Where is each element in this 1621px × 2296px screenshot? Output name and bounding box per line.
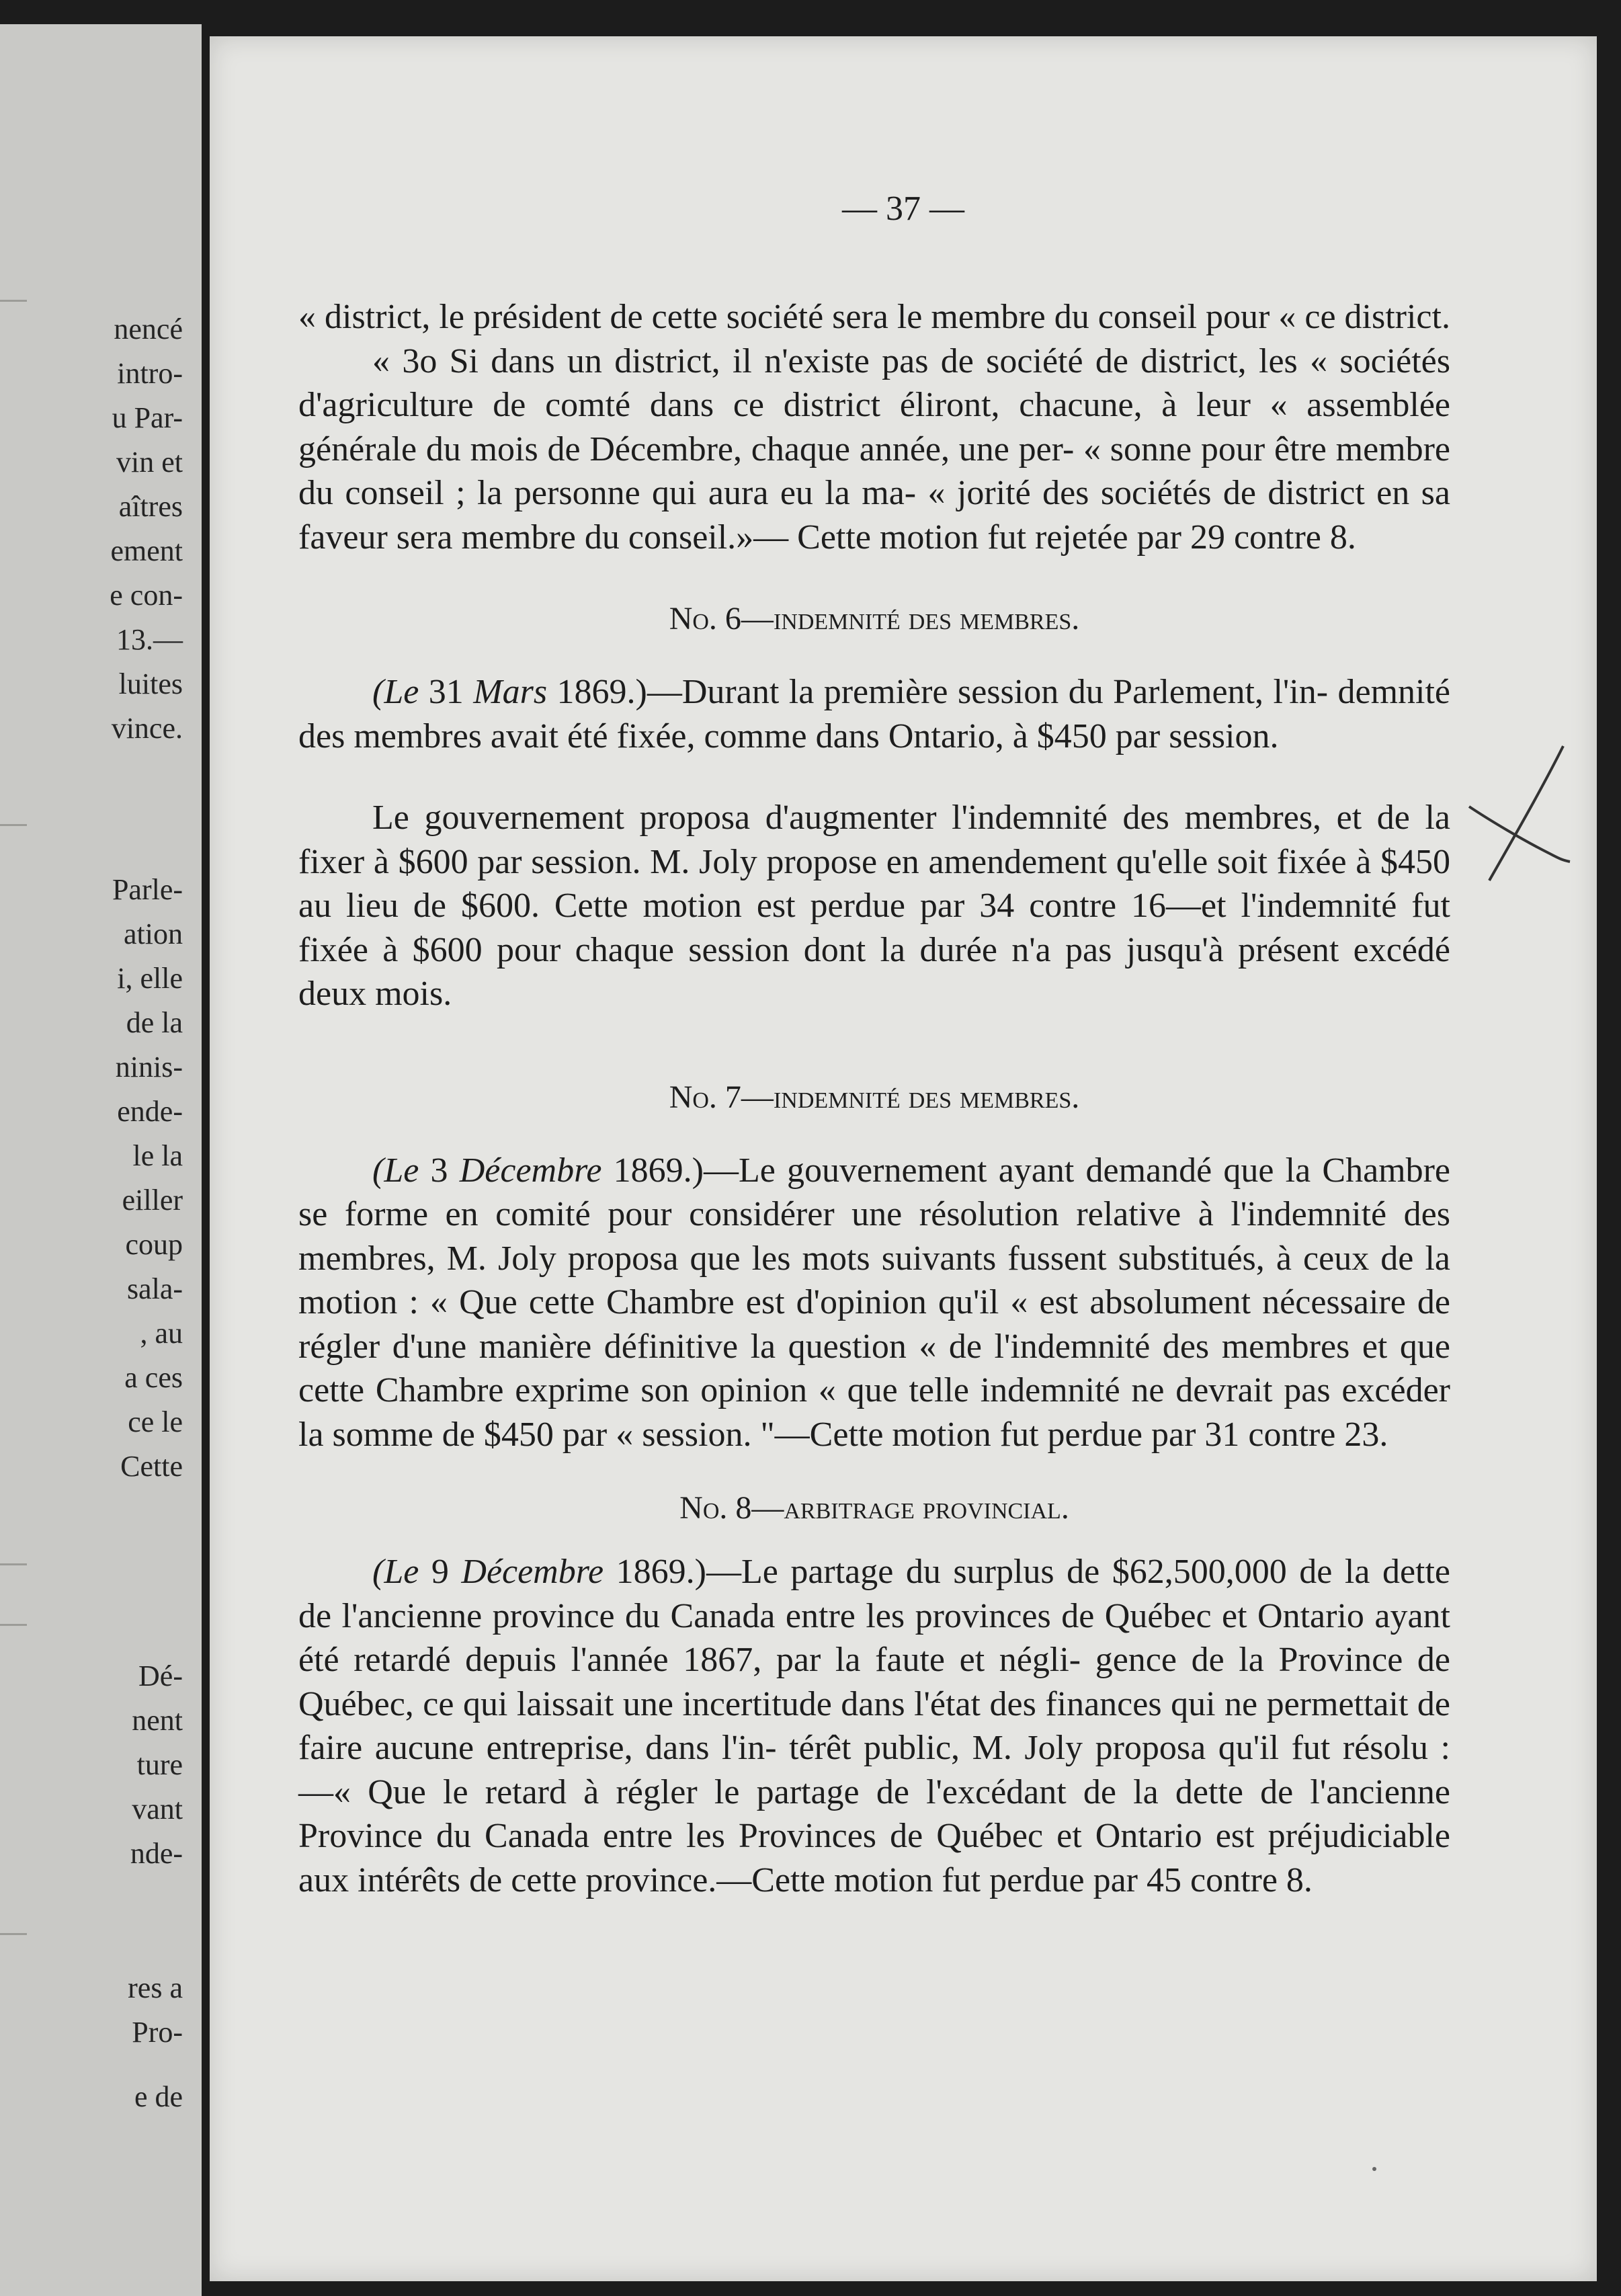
left-page-line: nencé bbox=[114, 313, 183, 345]
section-title: indemnité des membres. bbox=[773, 1079, 1080, 1115]
left-page-line: intro- bbox=[117, 357, 183, 390]
section-number: No. 6— bbox=[669, 601, 774, 637]
section-heading-no-7 bbox=[298, 1075, 1450, 1119]
section-heading-no-8 bbox=[298, 1486, 1450, 1530]
page-body bbox=[298, 295, 1450, 1902]
left-page-line: aîtres bbox=[118, 490, 183, 523]
page-number: — 37 — bbox=[842, 190, 964, 228]
left-page-line: le la bbox=[132, 1139, 183, 1172]
left-page-line: e de bbox=[134, 2080, 183, 2113]
paragraph-text: —Le gouvernement ayant demandé que la Chambre se forme en comité pour considérer une résolution relative à l'indemnité des membres, M. Joly proposa que les mots suivants fussent substitués, à ceux de la motion : « Que cette Chambre est d'opinion qu'il « est absolument nécessaire de régler d'une manière définitive la question « de l'indemnité des membres et que cette Chambre exprime son opinion « que telle indemnité ne devrait pas excéder la somme de $450 par « session. "—Cette motion fut perdue par 31 contre 23. bbox=[298, 1151, 1451, 1454]
left-page-line: luites bbox=[118, 667, 183, 700]
date-month: Décembre bbox=[461, 1553, 604, 1591]
left-page-line: vin et bbox=[116, 446, 183, 479]
bleed-line bbox=[0, 1933, 27, 1935]
left-page-line: vince. bbox=[111, 712, 183, 745]
section-title: indemnité des membres. bbox=[773, 601, 1080, 637]
date-month: Décembre bbox=[459, 1151, 602, 1190]
ink-speck bbox=[1372, 2167, 1376, 2171]
left-page-line: ement bbox=[110, 534, 183, 567]
paragraph-continuation: « district, le président de cette société sera le membre du conseil pour « ce district. bbox=[298, 298, 1450, 336]
paragraph-no-8 bbox=[298, 1550, 1450, 1902]
left-page-line: sala- bbox=[126, 1272, 183, 1305]
left-page-line: ture bbox=[136, 1748, 183, 1781]
date-day: 9 bbox=[419, 1553, 462, 1591]
pencil-x-mark-icon bbox=[1462, 739, 1583, 887]
section-number: No. 7— bbox=[669, 1079, 774, 1115]
bleed-line bbox=[0, 300, 27, 302]
section-title: arbitrage provincial. bbox=[784, 1490, 1069, 1526]
date-year: 1869.) bbox=[601, 1151, 704, 1190]
date-prefix: (Le bbox=[372, 1151, 419, 1190]
left-page-line: nent bbox=[132, 1704, 183, 1737]
left-page-line: i, elle bbox=[117, 962, 183, 995]
date-prefix: (Le bbox=[372, 1553, 419, 1591]
left-page-line: ninis- bbox=[115, 1051, 183, 1083]
paragraph-text: —Le partage du surplus de $62,500,000 de la dette de l'ancienne province du Canada entre les provinces de Québec et Ontario ayant été retardé depuis l'année 1867, par la faute et négli- gence de la Province de Québec, ce qui laissait une incertitude dans l'état des finances qui ne permettait de faire aucune entreprise, dans l'in- térêt public, M. Joly proposa qu'il fut résolu :—« Que le retard à régler le partage de l'excédant de la dette de l'ancienne Province du Canada entre les Provinces de Québec et Ontario est préjudiciable aux intérêts de cette province.—Cette motion fut perdue par 45 contre 8. bbox=[298, 1553, 1450, 1899]
left-page-line: 13.— bbox=[116, 623, 183, 656]
left-page-line: , au bbox=[140, 1317, 183, 1350]
date-year: 1869.) bbox=[547, 673, 647, 711]
date-year: 1869.) bbox=[604, 1553, 706, 1591]
left-page-line: e con- bbox=[110, 579, 183, 612]
left-page-line: Dé- bbox=[138, 1659, 183, 1692]
left-page-line: Parle- bbox=[112, 873, 183, 906]
section-number: No. 8— bbox=[679, 1490, 784, 1526]
left-page-line: vant bbox=[132, 1793, 183, 1826]
left-page-line: Pro- bbox=[132, 2016, 183, 2049]
bleed-line bbox=[0, 1624, 27, 1626]
paragraph-no-6 bbox=[298, 670, 1450, 758]
paragraph-text: —Durant la première session du Parlement, l'in- demnité des membres avait été fixée, comme dans Ontario, à $450 par session. bbox=[298, 673, 1451, 755]
date-day: 31 bbox=[419, 673, 474, 711]
left-page-line: de la bbox=[126, 1006, 183, 1039]
left-page-line: Cette bbox=[120, 1450, 183, 1483]
previous-page-edge bbox=[0, 24, 202, 2296]
book-page bbox=[210, 36, 1597, 2281]
paragraph-no-7 bbox=[298, 1149, 1450, 1457]
left-page-line: coup bbox=[125, 1228, 183, 1261]
section-heading-no-6 bbox=[298, 597, 1450, 641]
bleed-line bbox=[0, 824, 27, 826]
date-month: Mars bbox=[473, 673, 548, 711]
date-prefix: (Le bbox=[372, 673, 419, 711]
left-page-line: nde- bbox=[130, 1837, 183, 1870]
paragraph-indemnity-600: Le gouvernement proposa d'augmenter l'indemnité des membres, et de la fixer à $600 par session. M. Joly propose en amendement qu'elle soit fixée à $450 au lieu de $600. Cette motion est perdue par 34 contre 16—et l'indemnité fut fixée à $600 pour chaque session dont la durée n'a pas jusqu'à présent excédé deux mois. bbox=[298, 798, 1450, 1013]
left-page-line: ce le bbox=[128, 1405, 183, 1438]
left-page-line: eiller bbox=[122, 1184, 183, 1217]
left-page-line: u Par- bbox=[112, 401, 183, 434]
left-page-line: ende- bbox=[117, 1095, 183, 1128]
left-page-line: res a bbox=[128, 1971, 183, 2004]
bleed-line bbox=[0, 1563, 27, 1565]
paragraph-motion-3: « 3o Si dans un district, il n'existe pas de société de district, les « sociétés d'agriculture de comté dans ce district éliront, chacune, à leur « assemblée générale du mois de Décembre, chaque année, une per- « sonne pour être membre du conseil ; la personne qui aura eu la ma- « jorité des sociétés de district en sa faveur sera membre du conseil.»— Cette motion fut rejetée par 29 contre 8. bbox=[298, 341, 1450, 557]
left-page-line: a ces bbox=[124, 1361, 183, 1394]
date-day: 3 bbox=[419, 1151, 460, 1190]
left-page-line: ation bbox=[124, 917, 183, 950]
